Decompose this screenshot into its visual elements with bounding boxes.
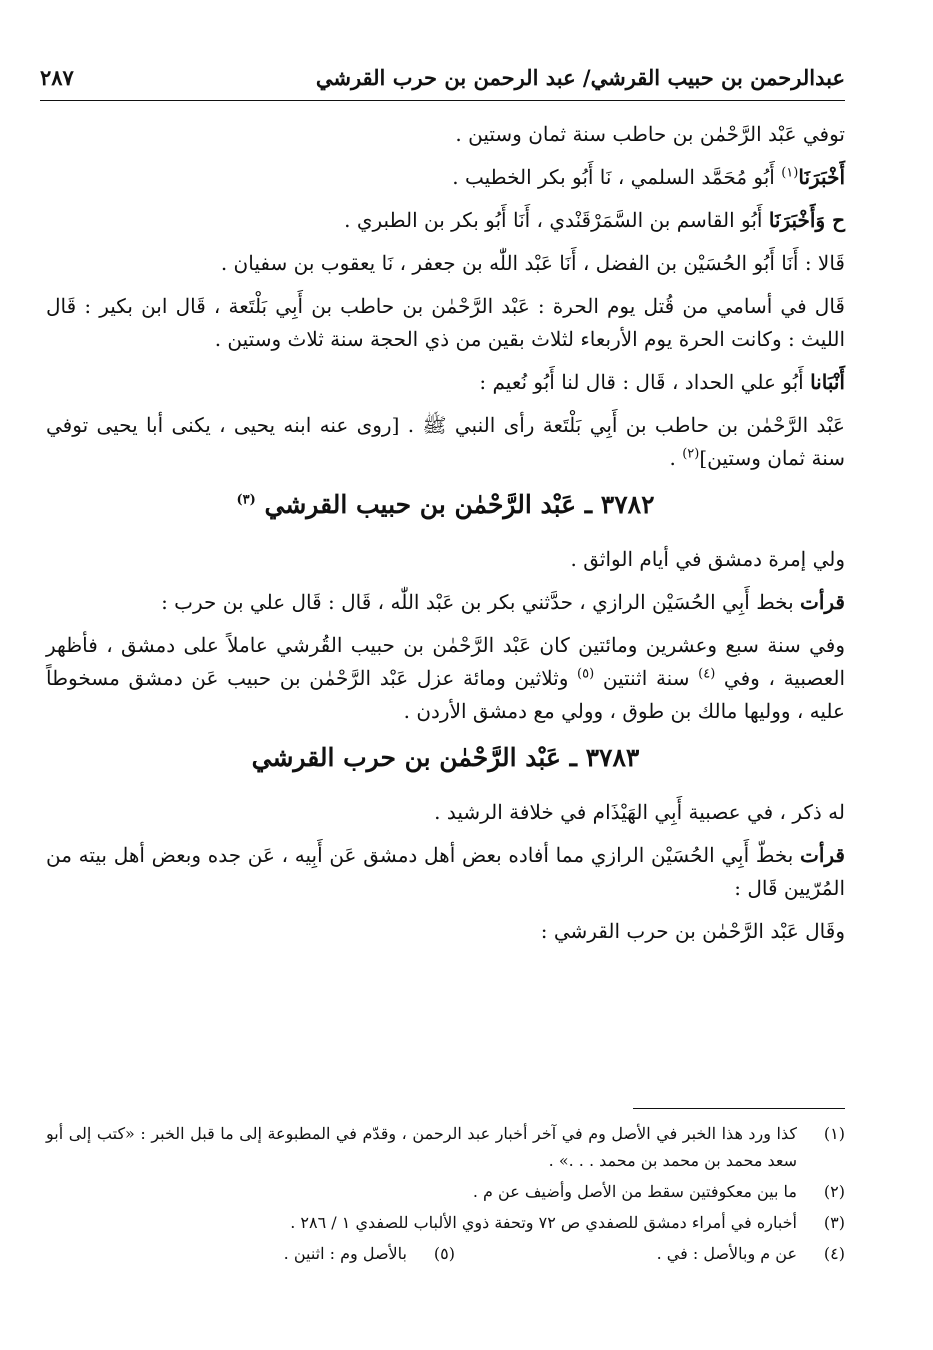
paragraph-text: عَبْد الرَّحْمٰن بن حاطب بن أَبِي بَلْتَعة رأى النبي ﷺ . [روى عنه ابنه يحيى ، يكنى أبا يحيى توفي سنة ثمان وستين] [46, 413, 845, 470]
footnote-divider [633, 1108, 845, 1109]
paragraph [46, 409, 845, 475]
running-title: عبدالرحمن بن حبيب القرشي/ عبد الرحمن بن حرب القرشي [315, 65, 845, 90]
footnote-text: عن م وبالأصل : في . [656, 1244, 797, 1263]
footnote [455, 1240, 845, 1267]
footnote-ref: (٢) [682, 446, 700, 462]
footnote-number: (٥) [433, 1244, 455, 1263]
paragraph-lead: ح وَأَخْبَرَنَا [768, 208, 845, 232]
footnote-number: (٢) [823, 1182, 845, 1201]
paragraph [46, 290, 845, 356]
page-header [40, 62, 845, 101]
paragraph-text: وقَال عَبْد الرَّحْمٰن بن حرب القرشي : [540, 919, 845, 943]
footnote-row [46, 1240, 845, 1267]
paragraph-text: بخط أَبِي الحُسَيْن الرازي ، حدَّثني بكر بن عَبْد اللّٰه ، قَال : قَال علي بن حرب : [161, 590, 801, 614]
paragraph-text: ولي إمرة دمشق في أيام الواثق . [570, 547, 845, 571]
footnote [46, 1209, 845, 1236]
footnote-text: أخباره في أمراء دمشق للصفدي ص ٧٢ وتحفة ذوي الألباب للصفدي ١ / ٢٨٦ . [290, 1213, 797, 1232]
paragraph [46, 543, 845, 576]
entry-heading-3782 [46, 485, 845, 525]
paragraph-text: سنة اثنتين [594, 666, 699, 690]
paragraph [46, 839, 845, 905]
paragraph-text: قَال في أسامي من قُتل يوم الحرة : عَبْد الرَّحْمٰن بن حاطب بن أَبِي بَلْتَعة ، قَال ابن بكير : قَال الليث : وكانت الحرة يوم الأربعاء لثلاث بقين من ذي الحجة سنة ثلاث وستين . [46, 294, 845, 351]
paragraph-text: بخطّ أَبِي الحُسَيْن الرازي مما أفاده بعض أهل دمشق عَن أَبِيه ، عَن جده وبعض أهل بيته من المُرّيين قَال : [46, 843, 845, 900]
body-text [46, 118, 845, 958]
footnotes [46, 1120, 845, 1267]
paragraph-text: له ذكر ، في عصبية أَبِي الهَيْذَام في خلافة الرشيد . [434, 800, 845, 824]
paragraph-text: وفي سنة سبع وعشرين ومائتين كان عَبْد الرَّحْمٰن بن حبيب القُرشي عاملاً على دمشق ، فأظهر العصبية ، وفي [46, 633, 846, 690]
paragraph-text: أَبُو القاسم بن السَّمَرْقَنْدي ، أَنَا أَبُو بكر بن الطبري . [344, 208, 769, 232]
paragraph-text: أَبُو علي الحداد ، قَال : قال لنا أَبُو نُعيم : [479, 370, 811, 394]
footnote-number: (٣) [823, 1213, 845, 1232]
footnote-ref: (٣) [236, 492, 256, 508]
footnote-text: كذا ورد هذا الخبر في الأصل وم في آخر أخبار عبد الرحمن ، وقدّم في المطبوعة إلى ما قبل الخبر : «كتب إلى أبو سعد محمد بن محمد بن محمد . . .» . [46, 1124, 797, 1170]
paragraph [46, 796, 845, 829]
footnote [65, 1240, 455, 1267]
heading-text: ٣٧٨٢ ـ عَبْد الرَّحْمٰن بن حبيب القرشي [264, 490, 655, 519]
paragraph [46, 161, 845, 194]
footnote [46, 1120, 845, 1174]
page-number: ٢٨٧ [40, 65, 74, 90]
paragraph-tail: . [669, 446, 683, 470]
entry-heading-3783: ٣٧٨٣ ـ عَبْد الرَّحْمٰن بن حرب القرشي [251, 743, 640, 772]
paragraph-lead: قرأت [800, 590, 845, 614]
paragraph-text: توفي عَبْد الرَّحْمٰن بن حاطب سنة ثمان وستين . [455, 122, 845, 146]
paragraph [46, 118, 845, 151]
paragraph-lead: قرأت [800, 843, 845, 867]
paragraph-text: أَبُو مُحَمَّد السلمي ، نَا أَبُو بكر الخطيب . [452, 165, 782, 189]
paragraph [46, 204, 845, 237]
paragraph [46, 247, 845, 280]
footnote-number: (٤) [823, 1244, 845, 1263]
footnote [46, 1178, 845, 1205]
paragraph-text: وثلاثين ومائة عزل عَبْد الرَّحْمٰن بن حبيب عَن دمشق مسخوطاً عليه ، ووليها مالك بن طوق ، وولي مع دمشق الأردن . [46, 666, 845, 723]
paragraph [46, 366, 845, 399]
footnote-text: بالأصل وم : اثنين . [283, 1244, 407, 1263]
paragraph-text: قَالا : أَنَا أَبُو الحُسَيْن بن الفضل ، أَنَا عَبْد اللّٰه بن جعفر ، نَا يعقوب بن سفيان . [220, 251, 845, 275]
footnote-number: (١) [823, 1124, 845, 1143]
paragraph [46, 629, 845, 728]
paragraph-lead: أَخْبَرَنَا [798, 165, 845, 189]
footnote-ref: (١) [781, 165, 799, 181]
footnote-ref: (٥) [577, 666, 595, 682]
paragraph [46, 586, 845, 619]
paragraph-lead: أَنْبَانا [810, 370, 845, 394]
footnote-ref: (٤) [698, 666, 716, 682]
footnote-text: ما بين معكوفتين سقط من الأصل وأضيف عن م . [472, 1182, 797, 1201]
paragraph [46, 915, 845, 948]
